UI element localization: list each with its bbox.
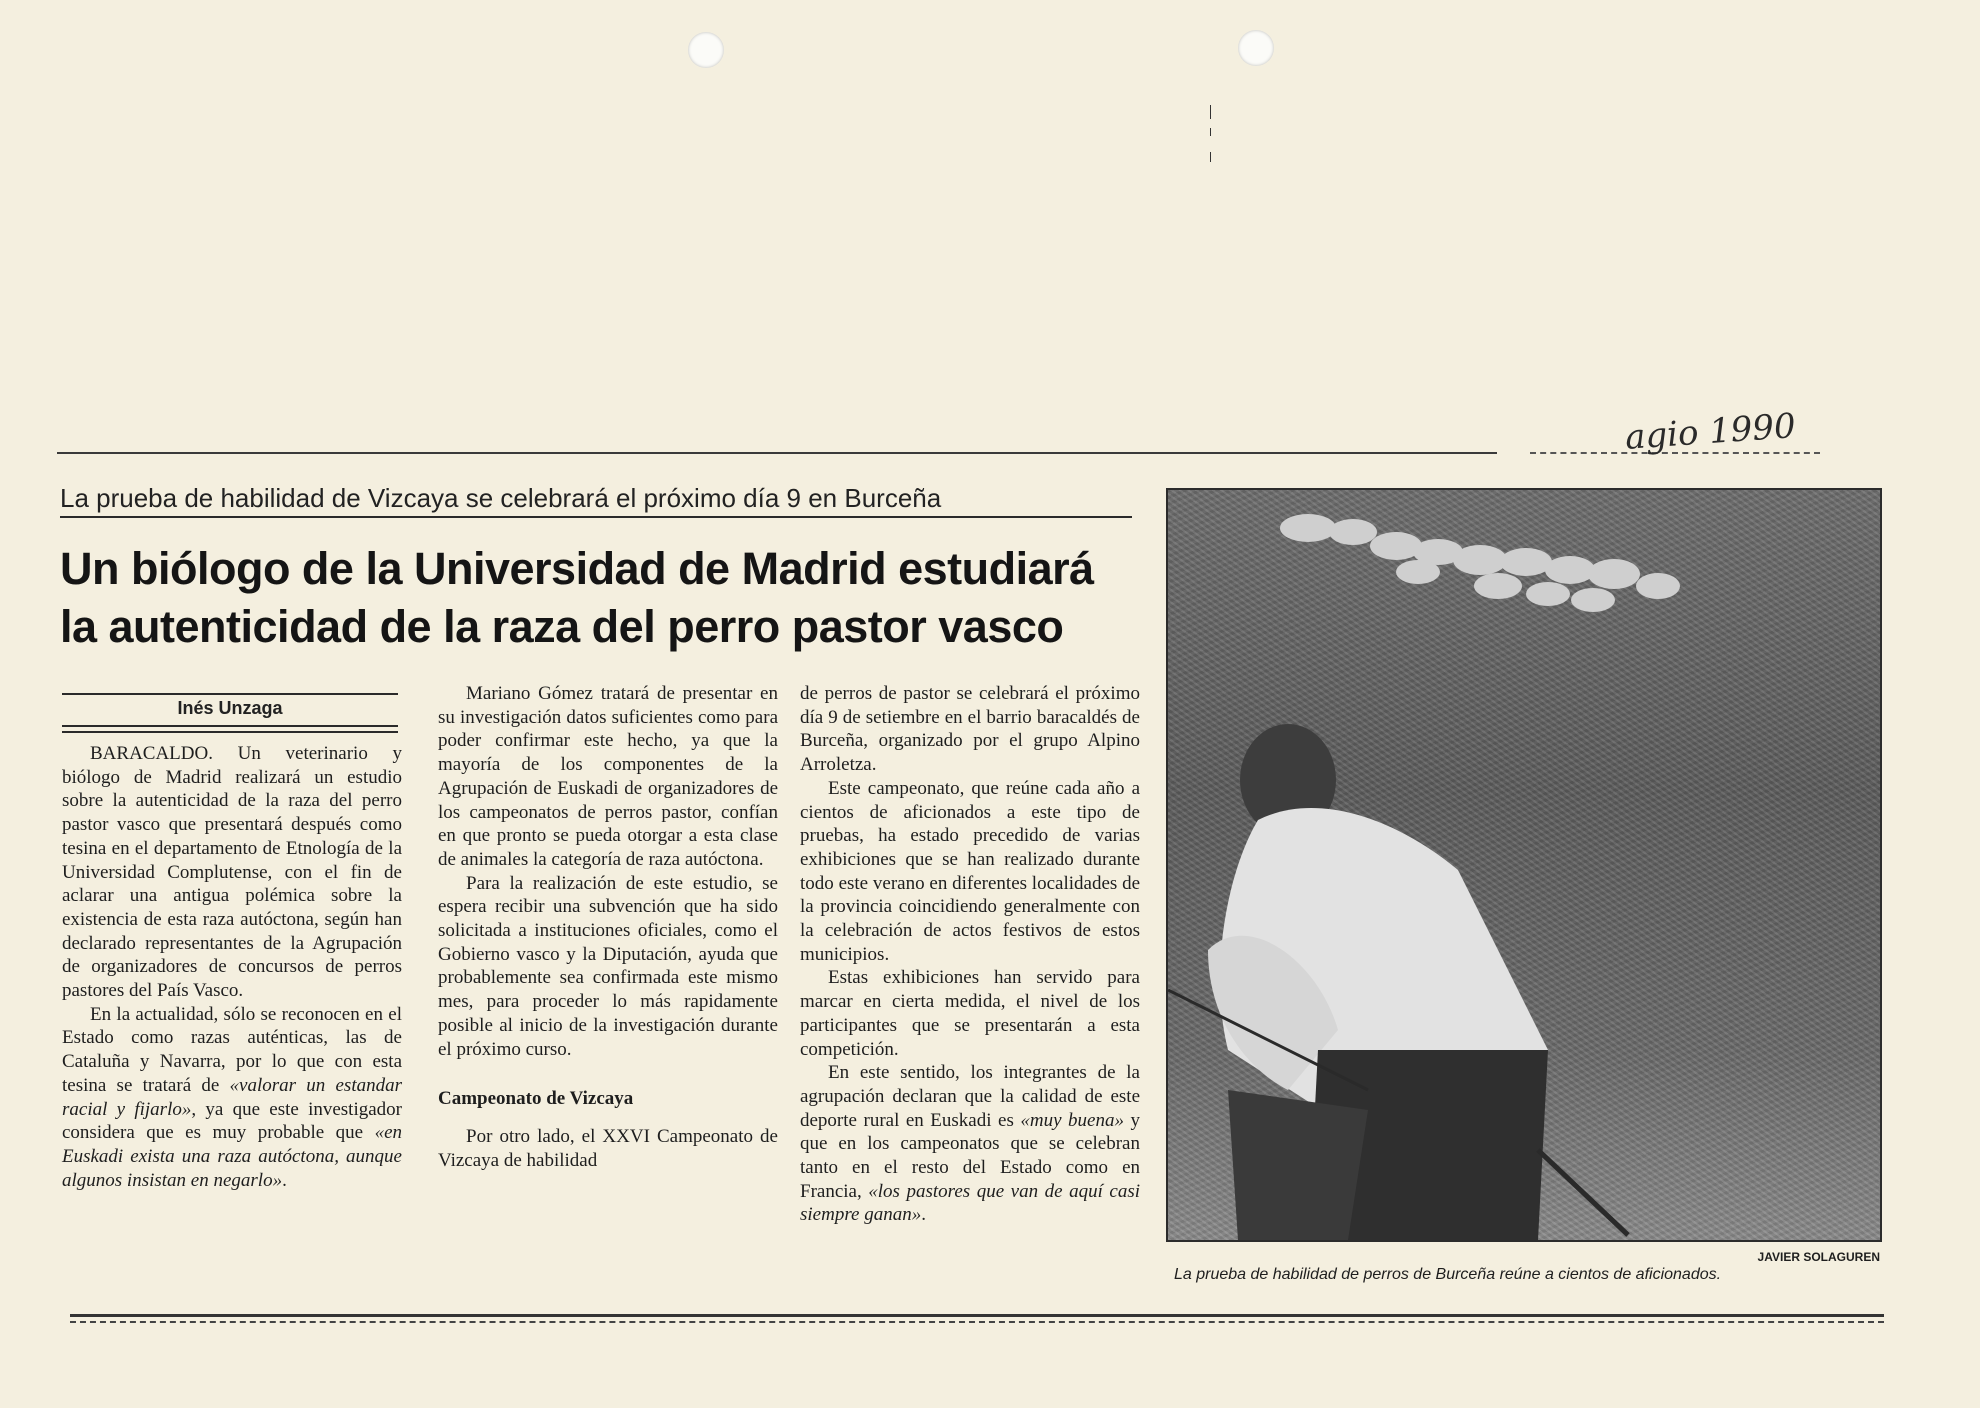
paragraph: Por otro lado, el XXVI Campeonato de Vizcaya de habilidad: [438, 1125, 778, 1171]
text-run: En la actualidad, sólo se reconocen en el Estado como razas auténticas, las de Cataluña y Navarra, por lo que con esta tesina se tratará de: [62, 1003, 402, 1096]
subheading: Campeonato de Vizcaya: [438, 1088, 634, 1110]
handwritten-date: agio 1990: [1623, 406, 1797, 458]
punch-hole-right: [1238, 30, 1274, 66]
quote: «valorar un estandar racial y fijarlo»: [62, 1074, 402, 1120]
margin-mark: [1210, 152, 1211, 162]
photo-caption: La prueba de habilidad de perros de Burceña reúne a cientos de aficionados.: [1174, 1266, 1722, 1283]
photo-shepherd-with-sheep: [1166, 488, 1882, 1242]
margin-mark: [1210, 128, 1211, 136]
text-run: .: [282, 1169, 287, 1191]
article-column-1: [62, 742, 402, 1192]
sheep-flock: [1280, 514, 1680, 612]
paragraph: BARACALDO. Un veterinario y biólogo de Madrid realizará un estudio sobre la autenticidad de la raza del perro pastor vasco que presentará después como tesina en el departamento de Etnología de la Universidad Complutense, con el fin de aclarar una antigua polémica sobre la existencia de esta raza autóctona, según han declarado representantes de la Agrupación de organizadores de concursos de perros pastores del País Vasco.: [62, 743, 402, 1002]
quote: «en Euskadi exista una raza autóctona, aunque algunos insistan en negarlo»: [62, 1122, 402, 1191]
article-column-2: [438, 682, 778, 1172]
punch-hole-left: [688, 32, 724, 68]
photo-illustration: [1168, 490, 1880, 1240]
text-run: .: [921, 1204, 926, 1226]
paragraph: [62, 1003, 402, 1193]
headline: [60, 540, 1150, 656]
paragraph: Para la realización de este estudio, se espera recibir una subvención que ha sido solicitada a instituciones oficiales, como el Gobierno vasco y la Diputación, ayuda que probablemente sea confirmada este mismo mes, para proceder lo más rapidamente posible al inicio de la investigación durante el próximo curso.: [438, 872, 778, 1060]
text-run: y que en los campeonatos que se celebran tanto en el resto del Estado como en Francia,: [800, 1109, 1141, 1202]
photo-credit: JAVIER SOLAGUREN: [1757, 1250, 1880, 1264]
paragraph: Este campeonato, que reúne cada año a cientos de aficionados a este tipo de pruebas, ha estado precedido de varias exhibiciones que se han realizado durante todo este verano en diferentes localidades de la provincia coincidiendo generalmente con la celebración de actos festivos de estos municipios.: [800, 777, 1140, 965]
margin-mark: [1210, 105, 1211, 119]
quote: «muy buena»: [1020, 1109, 1124, 1131]
byline: Inés Unzaga: [177, 698, 283, 718]
headline-line-1: Un biólogo de la Universidad de Madrid estudiará: [60, 543, 1094, 594]
paragraph: de perros de pastor se celebrará el próximo día 9 de setiembre en el barrio baracaldés de Burceña, organizado por el grupo Alpino Arroletza.: [800, 683, 1140, 776]
text-run: , ya que este investigador considera que es muy probable que: [62, 1098, 402, 1144]
quote: «los pastores que van de aquí casi siempre ganan»: [800, 1180, 1140, 1226]
article-column-3: [800, 682, 1140, 1227]
paragraph: Mariano Gómez tratará de presentar en su investigación datos suficientes como para poder confirmar este hecho, ya que la mayoría de los componentes de la Agrupación de Euskadi de organizadores de los campeonatos de perros pastor, confían en que pronto se pueda otorgar a esta clase de animales la categoría de raza autóctona.: [438, 683, 778, 870]
shepherd-figure: [1168, 724, 1628, 1240]
headline-line-2: la autenticidad de la raza del perro pastor vasco: [60, 601, 1064, 652]
bottom-rule: [70, 1314, 1884, 1323]
kicker-line: La prueba de habilidad de Vizcaya se celebrará el próximo día 9 en Burceña: [60, 482, 1132, 518]
paragraph: Estas exhibiciones han servido para marcar en cierta medida, el nivel de los participantes que se presentarán a esta competición.: [800, 967, 1140, 1060]
byline-rule-top: [62, 693, 398, 695]
paragraph: [800, 1061, 1140, 1227]
text-run: En este sentido, los integrantes de la agrupación declaran que la calidad de este deporte rural en Euskadi es: [800, 1062, 1140, 1131]
byline-rule-bottom: [62, 725, 398, 733]
top-rule: [57, 452, 1497, 454]
